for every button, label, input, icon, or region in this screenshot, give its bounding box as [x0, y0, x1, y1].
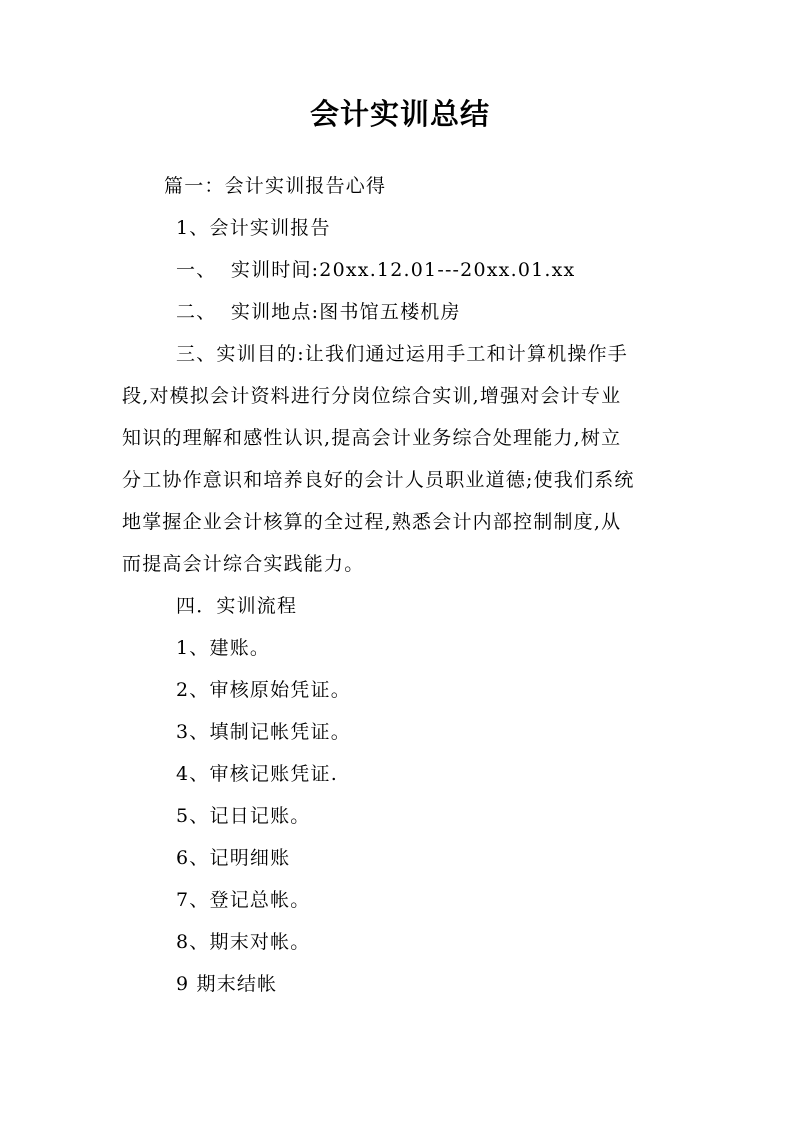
- process-step: 3、填制记帐凭证。: [176, 721, 351, 743]
- process-heading: 四．实训流程: [176, 595, 298, 617]
- process-step: 6、记明细账: [176, 847, 291, 869]
- process-step: 5、记日记账。: [176, 805, 311, 827]
- process-step: 8、期末对帐。: [176, 931, 311, 953]
- process-step: 4、审核记账凭证.: [176, 763, 338, 785]
- purpose-line: 三、实训目的:让我们通过运用手工和计算机操作手: [176, 343, 629, 365]
- training-location: 二、 实训地点:图书馆五楼机房: [176, 301, 461, 323]
- process-step: 2、审核原始凭证。: [176, 679, 351, 701]
- purpose-line: 地掌握企业会计核算的全过程,熟悉会计内部控制制度,从: [122, 511, 622, 533]
- purpose-line: 知识的理解和感性认识,提高会计业务综合处理能力,树立: [122, 427, 622, 449]
- training-time: 一、 实训时间:20xx.12.01---20xx.01.xx: [176, 259, 576, 281]
- process-step: 9 期末结帐: [176, 973, 278, 995]
- subheading: 1、会计实训报告: [176, 217, 331, 239]
- document-title: 会计实训总结: [309, 97, 490, 131]
- purpose-line: 而提高会计综合实践能力。: [122, 553, 365, 575]
- process-step: 7、登记总帐。: [176, 889, 311, 911]
- section-heading: 篇一：会计实训报告心得: [164, 175, 387, 197]
- purpose-line: 分工协作意识和培养良好的会计人员职业道德;使我们系统: [122, 469, 635, 491]
- process-step: 1、建账。: [176, 637, 271, 659]
- purpose-line: 段,对模拟会计资料进行分岗位综合实训,增强对会计专业: [122, 385, 622, 407]
